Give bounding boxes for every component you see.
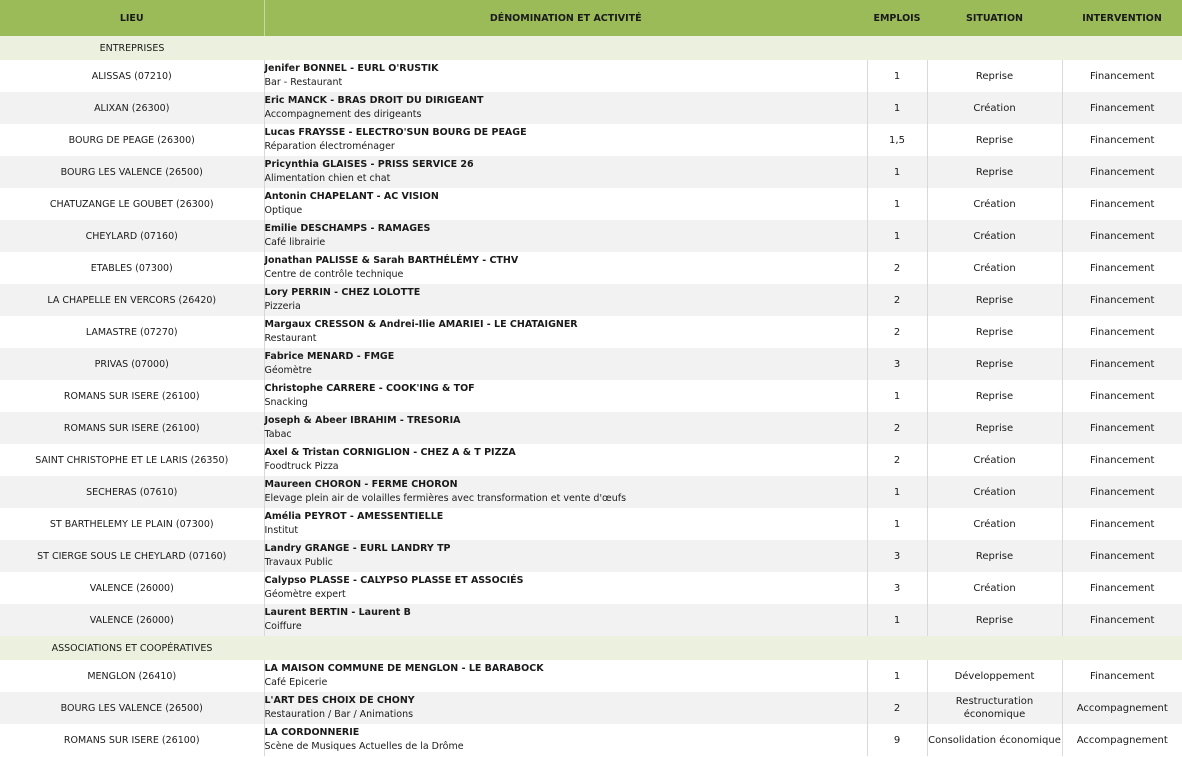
table-row <box>0 284 1182 316</box>
entity-name: Christophe CARRERE - COOK'ING & TOF <box>264 383 475 394</box>
table-row <box>0 156 1182 188</box>
section-filler <box>867 636 927 660</box>
entity-name: Antonin CHAPELANT - AC VISION <box>264 191 439 202</box>
cell-intervention: Financement <box>1090 134 1155 146</box>
entity-name: Eric MANCK - BRAS DROIT DU DIRIGEANT <box>264 95 484 106</box>
cell-lieu: ROMANS SUR ISERE (26100) <box>63 734 200 746</box>
cell-lieu: ST BARTHELEMY LE PLAIN (07300) <box>49 518 214 530</box>
cell-denomination <box>264 316 867 348</box>
cell-denomination <box>264 284 867 316</box>
cell-emplois: 1 <box>867 380 927 412</box>
cell-denomination <box>264 444 867 476</box>
cell-intervention: Financement <box>1090 198 1155 210</box>
cell-emplois: 1 <box>867 508 927 540</box>
section-label: ENTREPRISES <box>0 36 264 60</box>
cell-lieu: ROMANS SUR ISERE (26100) <box>0 412 264 444</box>
header-denomination: DÉNOMINATION ET ACTIVITÉ <box>264 0 867 36</box>
cell-lieu: CHEYLARD (07160) <box>0 220 264 252</box>
entity-activity: Coiffure <box>264 621 302 632</box>
cell-lieu: ST CIERGE SOUS LE CHEYLARD (07160) <box>0 540 264 572</box>
section-label: ASSOCIATIONS ET COOPÉRATIVES <box>0 636 264 660</box>
cell-denomination <box>264 476 867 508</box>
cell-situation: Reprise <box>927 156 1062 188</box>
cell-lieu: ALIXAN (26300) <box>0 92 264 124</box>
cell-lieu: SAINT CHRISTOPHE ET LE LARIS (26350) <box>35 454 229 466</box>
cell-emplois: 1 <box>867 92 927 124</box>
entity-activity: Restauration / Bar / Animations <box>264 709 414 720</box>
cell-intervention: Financement <box>1062 412 1182 444</box>
table-row <box>0 412 1182 444</box>
entity-activity: Foodtruck Pizza <box>264 461 339 472</box>
cell-intervention: Financement <box>1062 156 1182 188</box>
cell-intervention: Financement <box>1062 220 1182 252</box>
cell-situation: Reprise <box>927 316 1062 348</box>
cell-denomination <box>264 348 867 380</box>
header-row <box>0 0 1182 36</box>
table-row <box>0 540 1182 572</box>
cell-intervention: Financement <box>1090 454 1155 466</box>
entity-name: Maureen CHORON - FERME CHORON <box>264 479 458 490</box>
cell-emplois: 3 <box>867 540 927 572</box>
cell-emplois: 2 <box>867 692 927 724</box>
section-row <box>0 36 1182 60</box>
header-situation: SITUATION <box>927 0 1062 36</box>
table-row <box>0 188 1182 220</box>
section-filler <box>1062 36 1182 60</box>
cell-lieu: ETABLES (07300) <box>90 262 173 274</box>
table-row <box>0 444 1182 476</box>
entity-name: LA MAISON COMMUNE DE MENGLON - LE BARABOCK <box>264 663 544 674</box>
table-row <box>0 92 1182 124</box>
entity-activity: Optique <box>264 205 303 216</box>
cell-intervention: Financement <box>1090 390 1155 402</box>
cell-situation: Reprise <box>927 380 1062 412</box>
header-intervention: INTERVENTION <box>1062 0 1182 36</box>
cell-denomination <box>264 188 867 220</box>
cell-emplois: 2 <box>867 412 927 444</box>
cell-situation: Reprise <box>927 60 1062 92</box>
cell-situation: Création <box>927 572 1062 604</box>
entity-name: Jenifer BONNEL - EURL O'RUSTIK <box>264 63 439 74</box>
entity-name: Laurent BERTIN - Laurent B <box>264 607 411 618</box>
cell-intervention: Financement <box>1090 326 1155 338</box>
cell-emplois: 1 <box>867 660 927 692</box>
table-body <box>0 36 1182 756</box>
cell-emplois: 9 <box>867 724 927 756</box>
table-row <box>0 316 1182 348</box>
cell-denomination <box>264 692 867 724</box>
entity-name: Pricynthia GLAISES - PRISS SERVICE 26 <box>264 159 474 170</box>
entity-activity: Réparation électroménager <box>264 141 395 152</box>
cell-situation: Reprise <box>927 124 1062 156</box>
cell-emplois: 2 <box>867 316 927 348</box>
cell-intervention: Financement <box>1062 604 1182 636</box>
cell-situation: Restructuration économique <box>927 692 1062 724</box>
cell-lieu: PRIVAS (07000) <box>0 348 264 380</box>
cell-intervention: Financement <box>1062 540 1182 572</box>
entity-name: Lucas FRAYSSE - ELECTRO'SUN BOURG DE PEAGE <box>264 127 527 138</box>
cell-emplois: 1 <box>867 188 927 220</box>
table-row <box>0 692 1182 724</box>
table-row <box>0 572 1182 604</box>
cell-intervention: Financement <box>1090 670 1155 682</box>
section-filler <box>264 636 867 660</box>
cell-lieu: ALISSAS (07210) <box>91 70 172 82</box>
cell-denomination <box>264 124 867 156</box>
cell-emplois: 3 <box>867 348 927 380</box>
cell-emplois: 1 <box>867 476 927 508</box>
cell-intervention: Financement <box>1090 518 1155 530</box>
entity-name: Joseph & Abeer IBRAHIM - TRESORIA <box>264 415 461 426</box>
entity-activity: Alimentation chien et chat <box>264 173 391 184</box>
entity-name: LA CORDONNERIE <box>264 727 360 738</box>
section-filler <box>927 36 1062 60</box>
cell-situation: Création <box>927 476 1062 508</box>
table-row <box>0 252 1182 284</box>
cell-situation: Création <box>927 220 1062 252</box>
entity-name: Lory PERRIN - CHEZ LOLOTTE <box>264 287 421 298</box>
entity-activity: Elevage plein air de volailles fermières avec transformation et vente d'œufs <box>264 493 627 504</box>
cell-emplois: 1 <box>867 156 927 188</box>
cell-situation: Reprise <box>927 540 1062 572</box>
cell-lieu: SECHERAS (07610) <box>0 476 264 508</box>
cell-situation: Création <box>927 188 1062 220</box>
entity-activity: Scène de Musiques Actuelles de la Drôme <box>264 741 464 752</box>
cell-situation: Création <box>927 444 1062 476</box>
cell-lieu: BOURG LES VALENCE (26500) <box>0 692 264 724</box>
cell-intervention: Financement <box>1090 70 1155 82</box>
cell-denomination <box>264 412 867 444</box>
cell-denomination <box>264 508 867 540</box>
section-filler <box>927 636 1062 660</box>
cell-situation: Reprise <box>927 412 1062 444</box>
entity-name: Axel & Tristan CORNIGLION - CHEZ A & T PIZZA <box>264 447 516 458</box>
cell-denomination <box>264 156 867 188</box>
cell-situation: Création <box>927 508 1062 540</box>
entity-name: Emilie DESCHAMPS - RAMAGES <box>264 223 431 234</box>
table-row <box>0 604 1182 636</box>
cell-denomination <box>264 220 867 252</box>
cell-lieu: BOURG DE PEAGE (26300) <box>68 134 195 146</box>
cell-denomination <box>264 252 867 284</box>
cell-emplois: 1 <box>867 604 927 636</box>
cell-intervention: Financement <box>1062 92 1182 124</box>
cell-emplois: 3 <box>867 572 927 604</box>
entity-name: Margaux CRESSON & Andrei-Ilie AMARIEI - LE CHATAIGNER <box>264 319 578 330</box>
entity-name: L'ART DES CHOIX DE CHONY <box>264 695 415 706</box>
cell-situation: Consolidation économique <box>927 724 1062 756</box>
cell-emplois: 2 <box>867 284 927 316</box>
entity-activity: Institut <box>264 525 299 536</box>
header-emplois: EMPLOIS <box>867 0 927 36</box>
entity-activity: Snacking <box>264 397 308 408</box>
cell-lieu: LA CHAPELLE EN VERCORS (26420) <box>0 284 264 316</box>
section-row <box>0 636 1182 660</box>
cell-denomination <box>264 572 867 604</box>
cell-intervention: Financement <box>1062 284 1182 316</box>
cell-lieu: LAMASTRE (07270) <box>85 326 178 338</box>
entity-activity: Accompagnement des dirigeants <box>264 109 422 120</box>
table-row <box>0 660 1182 692</box>
cell-lieu: VALENCE (26000) <box>89 582 174 594</box>
cell-situation: Développement <box>927 660 1062 692</box>
cell-denomination <box>264 60 867 92</box>
cell-lieu: BOURG LES VALENCE (26500) <box>0 156 264 188</box>
table-row <box>0 724 1182 756</box>
table-row <box>0 124 1182 156</box>
cell-intervention: Financement <box>1062 476 1182 508</box>
header-lieu: LIEU <box>0 0 264 36</box>
entity-activity: Café Epicerie <box>264 677 328 688</box>
cell-situation: Reprise <box>927 604 1062 636</box>
table-row <box>0 508 1182 540</box>
cell-lieu: MENGLON (26410) <box>87 670 177 682</box>
cell-intervention: Accompagnement <box>1062 692 1182 724</box>
cell-lieu: CHATUZANGE LE GOUBET (26300) <box>49 198 214 210</box>
entity-activity: Pizzeria <box>264 301 301 312</box>
table-row <box>0 380 1182 412</box>
entity-activity: Restaurant <box>264 333 317 344</box>
cell-denomination <box>264 604 867 636</box>
cell-situation: Reprise <box>927 348 1062 380</box>
entity-activity: Géomètre <box>264 365 312 376</box>
entity-activity: Centre de contrôle technique <box>264 269 404 280</box>
entity-activity: Tabac <box>264 429 292 440</box>
entity-activity: Travaux Public <box>264 557 333 568</box>
cell-lieu: ROMANS SUR ISERE (26100) <box>63 390 200 402</box>
cell-intervention: Accompagnement <box>1076 734 1168 746</box>
entity-activity: Bar - Restaurant <box>264 77 343 88</box>
cell-denomination <box>264 540 867 572</box>
entity-activity: Géomètre expert <box>264 589 346 600</box>
cell-emplois: 2 <box>867 252 927 284</box>
section-filler <box>867 36 927 60</box>
entity-name: Landry GRANGE - EURL LANDRY TP <box>264 543 451 554</box>
cell-situation: Création <box>927 92 1062 124</box>
cell-situation: Création <box>927 252 1062 284</box>
table-row <box>0 476 1182 508</box>
section-filler <box>264 36 867 60</box>
cell-emplois: 1 <box>867 220 927 252</box>
cell-emplois: 1,5 <box>867 124 927 156</box>
cell-denomination <box>264 724 867 756</box>
cell-intervention: Financement <box>1090 262 1155 274</box>
table-row <box>0 220 1182 252</box>
entity-name: Fabrice MENARD - FMGE <box>264 351 395 362</box>
cell-denomination <box>264 380 867 412</box>
table-row <box>0 348 1182 380</box>
cell-denomination <box>264 92 867 124</box>
table-row <box>0 60 1182 92</box>
cell-intervention: Financement <box>1062 348 1182 380</box>
entity-activity: Café librairie <box>264 237 326 248</box>
entity-name: Amélia PEYROT - AMESSENTIELLE <box>264 511 444 522</box>
section-filler <box>1062 636 1182 660</box>
cell-emplois: 2 <box>867 444 927 476</box>
entity-name: Jonathan PALISSE & Sarah BARTHÉLÉMY - CTHV <box>264 255 519 266</box>
cell-situation: Reprise <box>927 284 1062 316</box>
cell-lieu: VALENCE (26000) <box>0 604 264 636</box>
cell-denomination <box>264 660 867 692</box>
cell-emplois: 1 <box>867 60 927 92</box>
cell-intervention: Financement <box>1090 582 1155 594</box>
entity-name: Calypso PLASSE - CALYPSO PLASSE ET ASSOCIÉS <box>264 575 524 586</box>
